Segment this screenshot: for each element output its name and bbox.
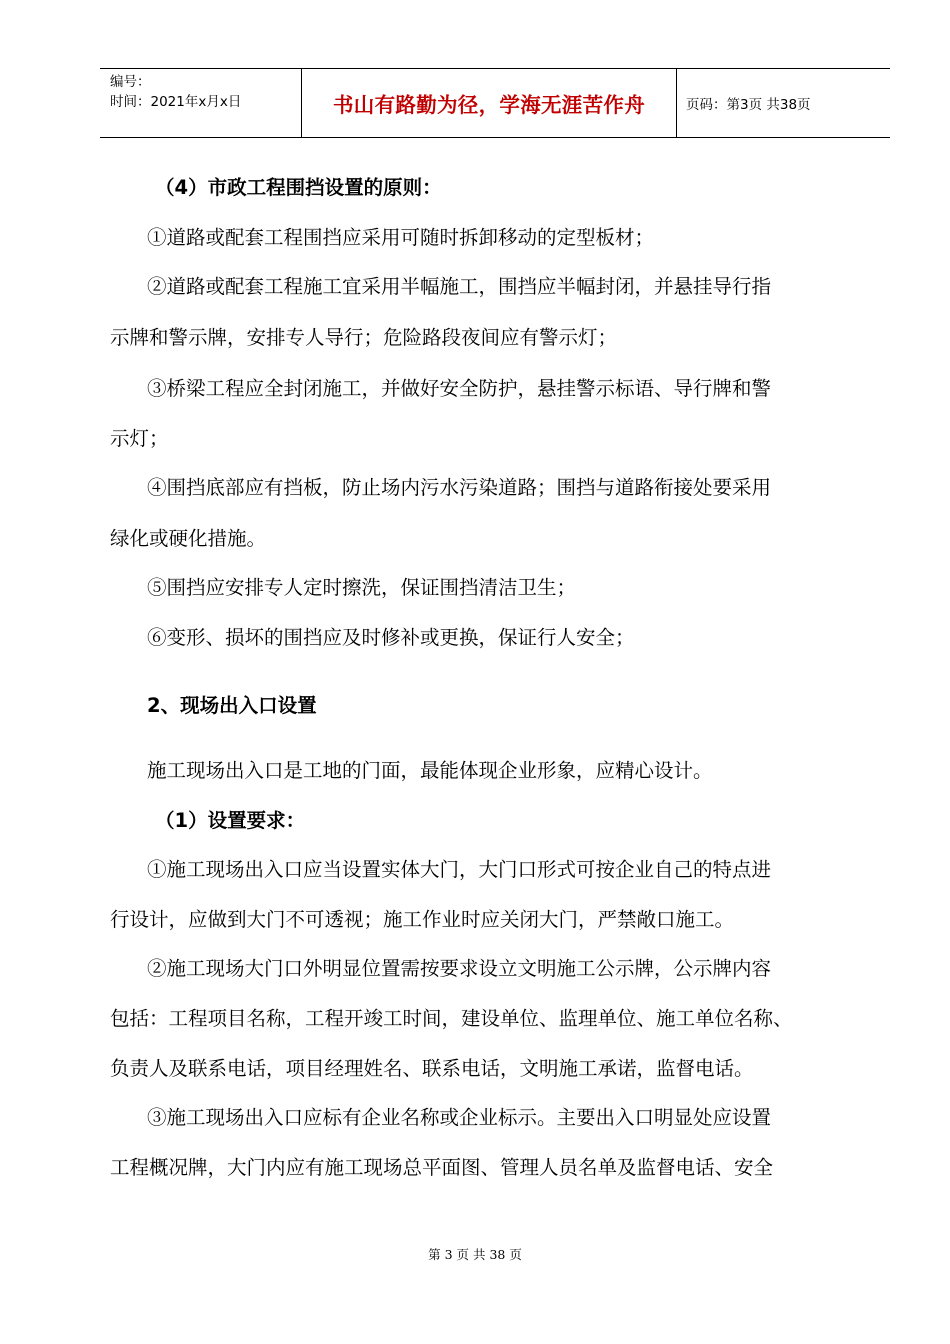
paragraph-line: ③施工现场出入口应标有企业名称或企业标示。主要出入口明显处应设置 bbox=[147, 1106, 772, 1129]
paragraph-line: 施工现场出入口是工地的门面，最能体现企业形象，应精心设计。 bbox=[147, 759, 713, 782]
paragraph-line: 示灯； bbox=[110, 427, 169, 450]
paragraph-line: ①道路或配套工程围挡应采用可随时拆卸移动的定型板材； bbox=[147, 226, 655, 249]
paragraph-line: ⑤围挡应安排专人定时擦洗，保证围挡清洁卫生； bbox=[147, 576, 577, 599]
paragraph-line: 工程概况牌，大门内应有施工现场总平面图、管理人员名单及监督电话、安全 bbox=[110, 1156, 774, 1179]
section-heading: （4）市政工程围挡设置的原则： bbox=[155, 176, 442, 199]
document-time-label: 时间：2021年x月x日 bbox=[110, 94, 242, 110]
paragraph-line: 绿化或硬化措施。 bbox=[110, 527, 267, 550]
header-meta bbox=[100, 69, 302, 137]
section-heading: 2、现场出入口设置 bbox=[147, 694, 317, 717]
section-heading: （1）设置要求： bbox=[155, 809, 306, 832]
paragraph-line: 示牌和警示牌，安排专人导行；危险路段夜间应有警示灯； bbox=[110, 326, 618, 349]
paragraph-line: ⑥变形、损坏的围挡应及时修补或更换，保证行人安全； bbox=[147, 626, 635, 649]
paragraph-line: 负责人及联系电话，项目经理姓名、联系电话，文明施工承诺，监督电话。 bbox=[110, 1057, 754, 1080]
paragraph-line: ②施工现场大门口外明显位置需按要求设立文明施工公示牌，公示牌内容 bbox=[147, 957, 772, 980]
document-number-label: 编号： bbox=[110, 74, 151, 90]
paragraph-line: 包括：工程项目名称，工程开竣工时间，建设单位、监理单位、施工单位名称、 bbox=[110, 1007, 793, 1030]
page-footer: 第 3 页 共 38 页 bbox=[428, 1247, 522, 1262]
paragraph-line: ④围挡底部应有挡板，防止场内污水污染道路；围挡与道路衔接处要采用 bbox=[147, 476, 772, 499]
page-header bbox=[100, 68, 890, 138]
paragraph-line: ②道路或配套工程施工宜采用半幅施工，围挡应半幅封闭，并悬挂导行指 bbox=[147, 275, 772, 298]
header-motto: 书山有路勤为径，学海无涯苦作舟 bbox=[302, 69, 677, 137]
paragraph-line: 行设计，应做到大门不可透视；施工作业时应关闭大门，严禁敞口施工。 bbox=[110, 908, 735, 931]
paragraph-line: ①施工现场出入口应当设置实体大门，大门口形式可按企业自己的特点进 bbox=[147, 858, 772, 881]
header-page-label: 页码：第3页 共38页 bbox=[686, 97, 811, 113]
paragraph-line: ③桥梁工程应全封闭施工，并做好安全防护，悬挂警示标语、导行牌和警 bbox=[147, 377, 772, 400]
